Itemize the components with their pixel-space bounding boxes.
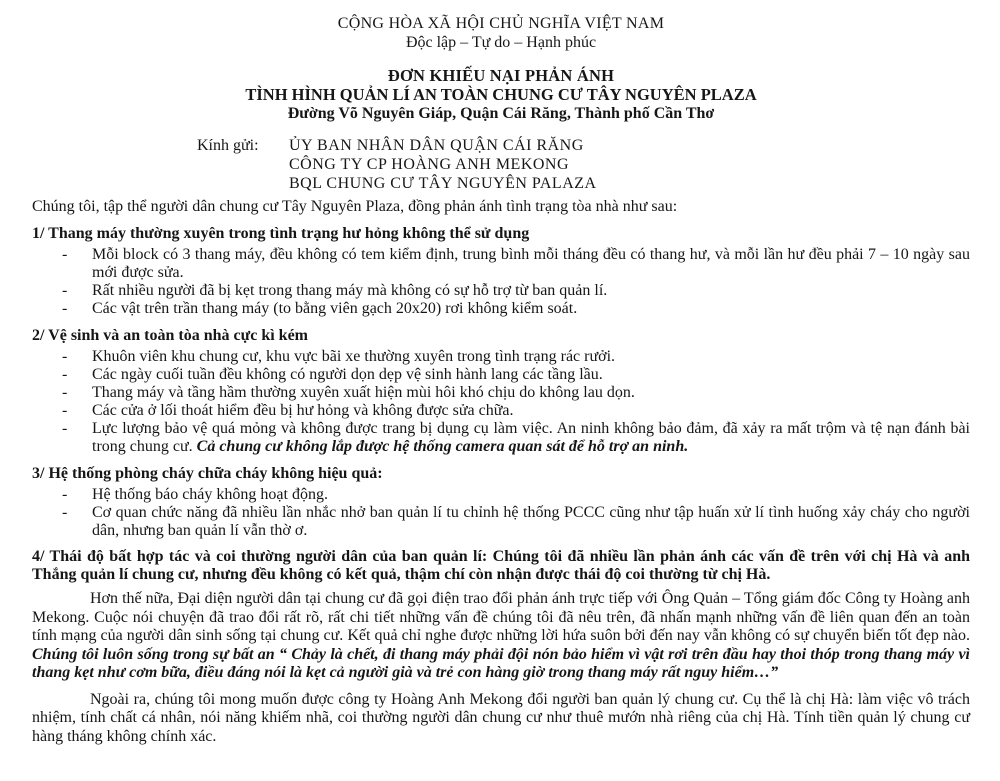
- document-title: ĐƠN KHIẾU NẠI PHẢN ÁNH: [387, 66, 615, 85]
- section-4-heading: 4/ Thái độ bất hợp tác và coi thường người dân của ban quản lí: Chúng tôi đã nhiều lần phản ánh các vấn đề trên với chị Hà và anh Thắng quản lí chung cư, nhưng đều không có kết quả, thậm chí còn nhận được thái độ coi thường từ chị Hà.: [32, 548, 970, 583]
- list-item: - Khuôn viên khu chung cư, khu vực bãi xe thường xuyên trong tình trạng rác rưởi.: [62, 348, 970, 366]
- section-2-list: [32, 348, 970, 456]
- list-item: - Các vật trên trần thang máy (to bằng viên gạch 20x20) rơi không kiểm soát.: [62, 300, 970, 318]
- national-title: CỘNG HÒA XÃ HỘI CHỦ NGHĨA VIỆT NAM: [337, 15, 665, 32]
- list-item: - Mỗi block có 3 thang máy, đều không có tem kiểm định, trung bình mỗi tháng đều có thang hư, và mỗi lần hư đều phải 7 – 10 ngày sau mới được sửa.: [62, 246, 970, 282]
- section-1-list: [32, 246, 970, 318]
- section-3-heading: 3/ Hệ thống phòng cháy chữa cháy không hiệu quả:: [32, 465, 383, 482]
- section-2-heading: 2/ Vệ sinh và an toàn tòa nhà cực kì kém: [32, 327, 309, 344]
- body-paragraph: Ngoài ra, chúng tôi mong muốn được công ty Hoàng Anh Mekong đổi người ban quản lý chung cư. Cụ thể là chị Hà: làm việc vô trách nhiệm, tính chất cá nhân, nói năng khiếm nhã, coi thường người dân chung cư như thuê mướn nhà riêng của chị Hà. Tính tiền quản lý chung cư hàng tháng không chính xác.: [32, 690, 970, 745]
- list-item: - Thang máy và tầng hầm thường xuyên xuất hiện mùi hôi khó chịu do không lau dọn.: [62, 384, 970, 402]
- emphasis-text: Cả chung cư không lắp được hệ thống camera quan sát để hỗ trợ an ninh.: [196, 438, 689, 455]
- list-item: - Lực lượng bảo vệ quá mỏng và không được trang bị dụng cụ làm việc. An ninh không bảo đảm, đã xảy ra mất trộm và tệ nạn đánh bài trong chung cư. Cả chung cư không lắp được hệ thống camera quan sát để hỗ trợ an ninh.: [62, 420, 970, 456]
- recipients-block: [197, 136, 970, 193]
- recipient-name: CÔNG TY CP HOÀNG ANH MEKONG: [289, 156, 570, 173]
- recipient-name: BQL CHUNG CƯ TÂY NGUYÊN PALAZA: [289, 175, 597, 192]
- section-1-heading: 1/ Thang máy thường xuyên trong tình trạng hư hỏng không thể sử dụng: [32, 225, 530, 242]
- recipients-list: [289, 136, 597, 193]
- emphasis-quote: Chúng tôi luôn sống trong sự bất an “ Chảy là chết, đi thang máy phải đội nón bảo hiểm vì vật rơi trên đầu hay thoi thóp trong thang máy vì thang kẹt như cơm bữa, điều đáng nói là kẹt cả người già và trẻ con hàng giờ trong thang máy rất nguy hiểm…”: [32, 645, 970, 681]
- recipient-name: ỦY BAN NHÂN DÂN QUẬN CÁI RĂNG: [289, 137, 584, 154]
- list-item: - Các ngày cuối tuần đều không có người dọn dẹp vệ sinh hành lang các tầng lầu.: [62, 366, 970, 384]
- document-address: Đường Võ Nguyên Giáp, Quận Cái Răng, Thành phố Cần Thơ: [287, 105, 715, 122]
- list-item: - Rất nhiều người đã bị kẹt trong thang máy mà không có sự hỗ trợ từ ban quản lí.: [62, 282, 970, 300]
- body-paragraph: Hơn thế nữa, Đại diện người dân tại chung cư đã gọi điện trao đổi phản ánh trực tiếp với Ông Quản – Tổng giám đốc Công ty Hoàng anh Mekong. Cuộc nói chuyện đã trao đổi rất rõ, rất chi tiết những vấn đề chúng tôi đã nêu trên, đã nhấn mạnh những vấn đề liên quan đến an toàn tính mạng của người dân sinh sống tại chung cư. Kết quả chỉ nghe được những lời hứa suôn bởi đến nay vẫn không có sự chuyển biến tốt đẹp nào. Chúng tôi luôn sống trong sự bất an “ Chảy là chết, đi thang máy phải đội nón bảo hiểm vì vật rơi trên đầu hay thoi thóp trong thang máy vì thang kẹt như cơm bữa, điều đáng nói là kẹt cả người già và trẻ con hàng giờ trong thang máy rất nguy hiểm…”: [32, 590, 970, 681]
- intro-paragraph: Chúng tôi, tập thể người dân chung cư Tây Nguyên Plaza, đồng phản ánh tình trạng tòa nhà như sau:: [32, 198, 678, 215]
- list-item: - Cơ quan chức năng đã nhiều lần nhắc nhở ban quản lí tu chỉnh hệ thống PCCC cũng như tập huấn xử lí tình huống xảy cháy cho người dân, nhưng ban quản lí vẫn thờ ơ.: [62, 504, 970, 540]
- list-item: - Các cửa ở lối thoát hiểm đều bị hư hỏng và không được sửa chữa.: [62, 402, 970, 420]
- list-item: - Hệ thống báo cháy không hoạt động.: [62, 486, 970, 504]
- section-3-list: [32, 486, 970, 540]
- recipients-label: Kính gửi:: [197, 137, 259, 154]
- document-subtitle: TÌNH HÌNH QUẢN LÍ AN TOÀN CHUNG CƯ TÂY NGUYÊN PLAZA: [245, 85, 757, 104]
- national-motto: Độc lập – Tự do – Hạnh phúc: [405, 34, 597, 51]
